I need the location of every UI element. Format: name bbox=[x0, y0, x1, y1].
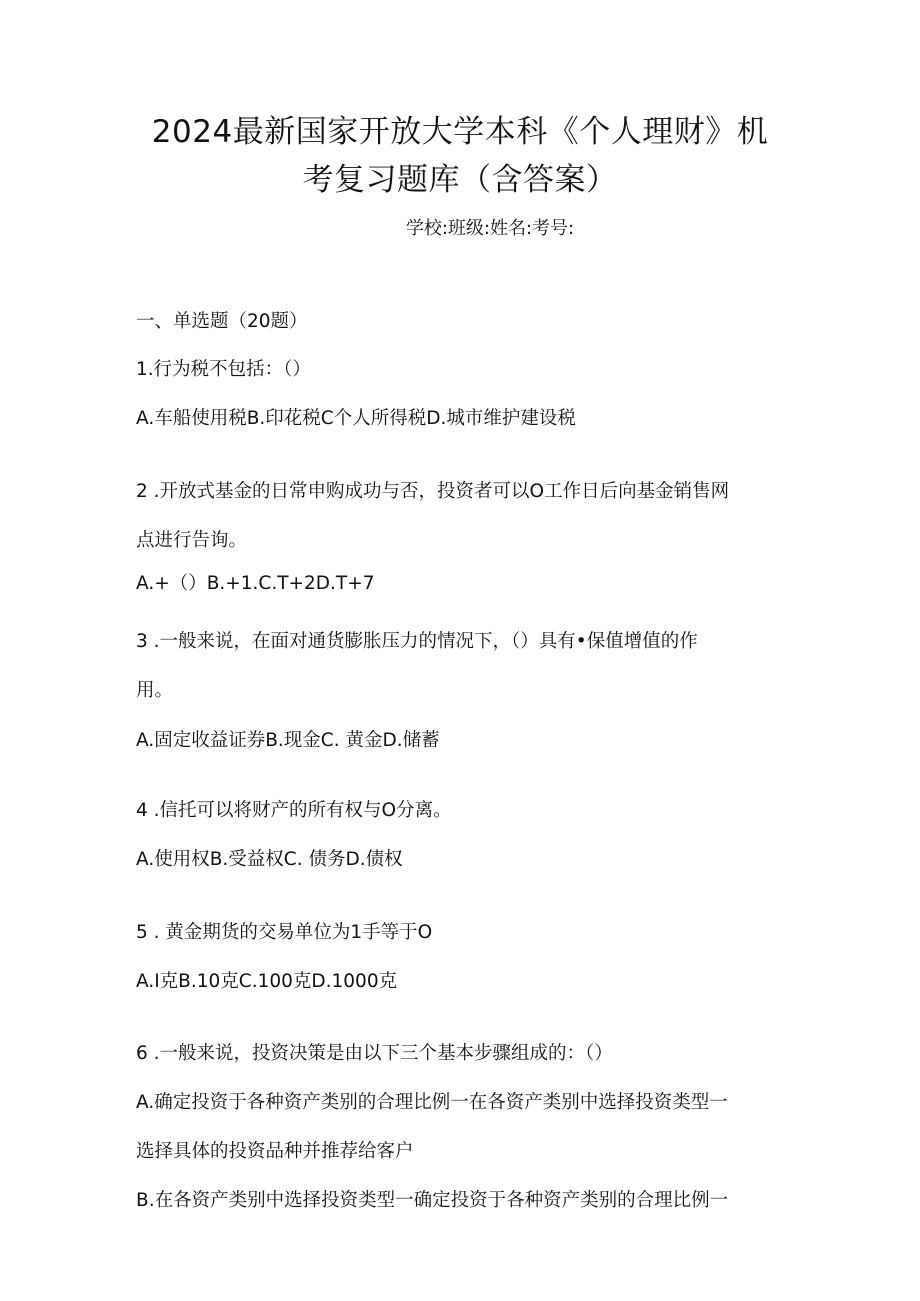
question-3-stem-line-2: 用。 bbox=[136, 680, 174, 701]
question-1-options: A.车船使用税B.印花税C个人所得税D.城市维护建设税 bbox=[136, 408, 576, 429]
document-title-line-2: 考复习题库（含答案） bbox=[302, 162, 618, 198]
question-6-option-b-line-1: B.在各资产类别中选择投资类型一确定投资于各种资产类别的合理比例一 bbox=[136, 1190, 729, 1211]
question-6-option-a-line-1: A.确定投资于各种资产类别的合理比例一在各资产类别中选择投资类型一 bbox=[136, 1092, 728, 1113]
student-info-line: 学校:班级:姓名:考号: bbox=[405, 218, 575, 239]
section-heading: 一、单选题（20题） bbox=[136, 311, 308, 332]
question-5-stem: 5 . 黄金期货的交易单位为1手等于O bbox=[136, 922, 433, 943]
question-3-options: A.固定收益证券B.现金C. 黄金D.储蓄 bbox=[136, 730, 440, 751]
question-5-options: A.I克B.10克C.100克D.1000克 bbox=[136, 971, 398, 992]
question-3-stem-line-1: 3 .一般来说，在面对通货膨胀压力的情况下，（）具有•保值增值的作 bbox=[136, 631, 698, 652]
question-2-stem-line-2: 点进行告询。 bbox=[136, 530, 248, 551]
question-4-stem: 4 .信托可以将财产的所有权与O分离。 bbox=[136, 800, 452, 821]
question-6-stem: 6 .一般来说，投资决策是由以下三个基本步骤组成的：（） bbox=[136, 1043, 613, 1064]
question-6-option-a-line-2: 选择具体的投资品种并推荐给客户 bbox=[136, 1141, 414, 1162]
question-1-stem: 1.行为税不包括：（） bbox=[136, 359, 311, 380]
question-4-options: A.使用权B.受益权C. 债务D.债权 bbox=[136, 849, 403, 870]
question-2-stem-line-1: 2 .开放式基金的日常申购成功与否，投资者可以O工作日后向基金销售网 bbox=[136, 481, 730, 502]
question-2-options: A.+（）B.+1.C.T+2D.T+7 bbox=[136, 573, 375, 594]
document-title-line-1: 2024最新国家开放大学本科《个人理财》机 bbox=[151, 114, 769, 150]
